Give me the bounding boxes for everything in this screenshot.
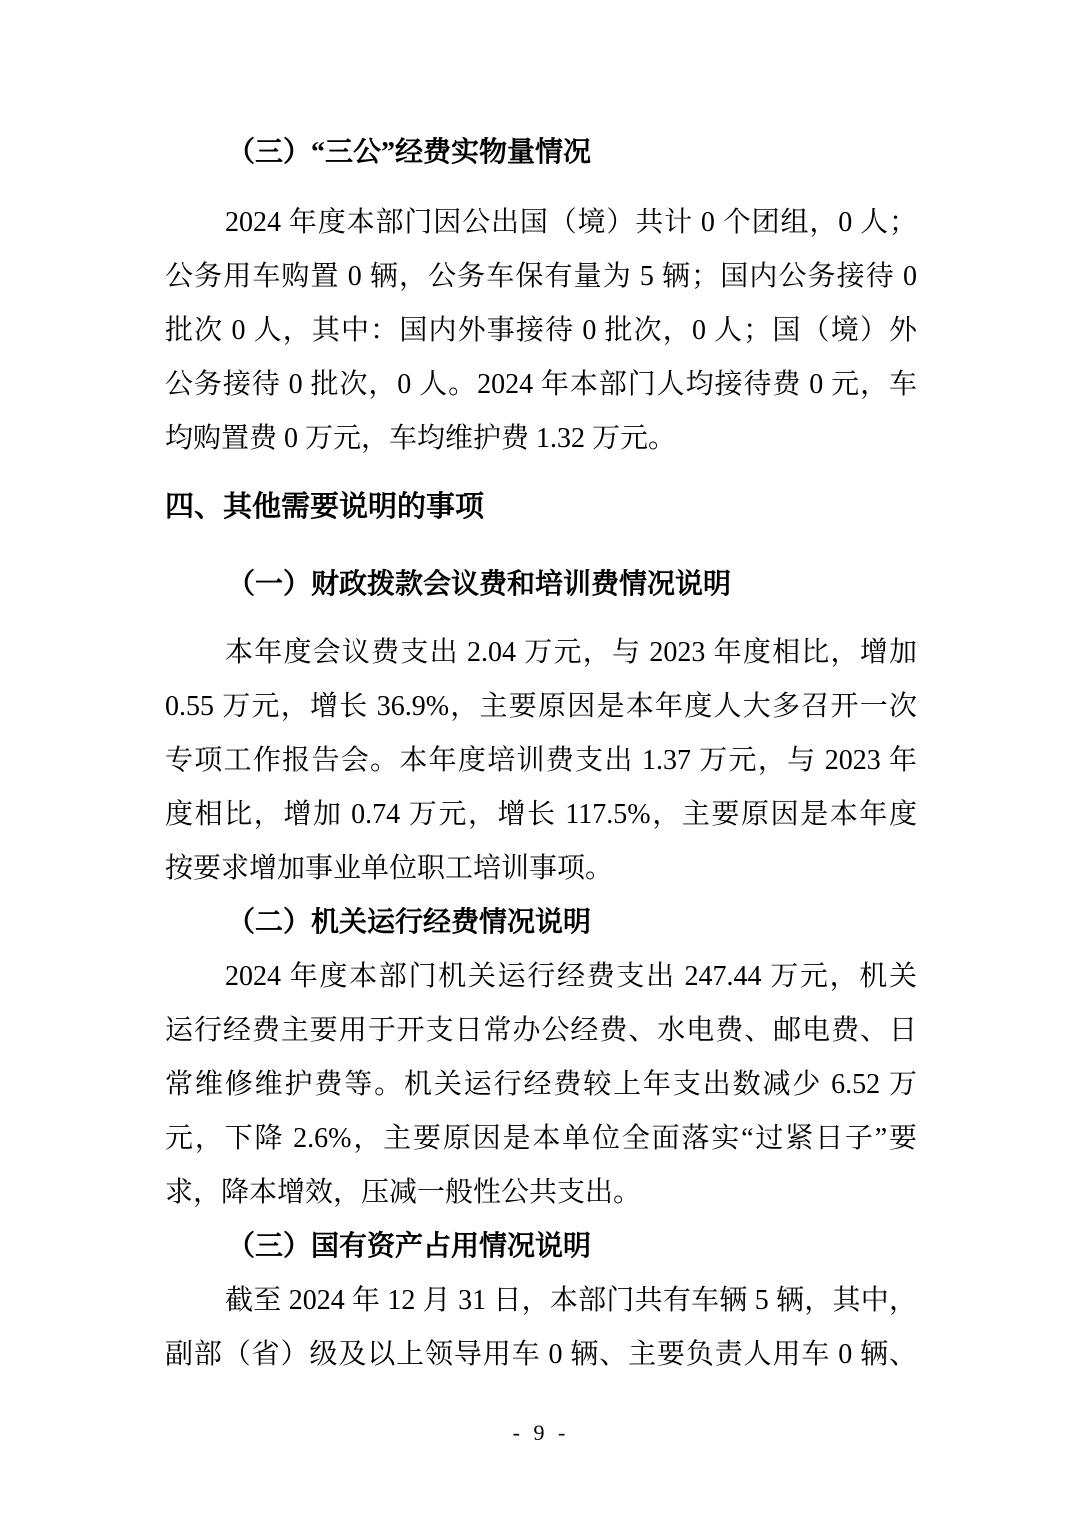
sub2-heading: （二）机关运行经费情况说明	[227, 907, 592, 938]
paragraph-line: 副部（省）级及以上领导用车 0 辆、主要负责人用车 0 辆、	[165, 1339, 917, 1370]
paragraph-line: 本年度会议费支出 2.04 万元，与 2023 年度相比，增加	[225, 637, 917, 668]
section3-heading: （三）“三公”经费实物量情况	[227, 137, 592, 168]
sub1-paragraph	[165, 626, 917, 896]
sub3-heading: （三）国有资产占用情况说明	[227, 1231, 592, 1262]
paragraph-line: 截至 2024 年 12 月 31 日，本部门共有车辆 5 辆，其中，	[225, 1285, 917, 1316]
paragraph-line: 运行经费主要用于开支日常办公经费、水电费、邮电费、日	[165, 1015, 917, 1046]
paragraph-line: 均购置费 0 万元，车均维护费 1.32 万元。	[165, 423, 677, 454]
sub2-paragraph	[165, 950, 917, 1220]
paragraph-line: 专项工作报告会。本年度培训费支出 1.37 万元，与 2023 年	[165, 745, 917, 776]
paragraph-line: 2024 年度本部门机关运行经费支出 247.44 万元，机关	[225, 961, 917, 992]
chapter4-heading: 四、其他需要说明的事项	[165, 491, 485, 523]
sub1-heading: （一）财政拨款会议费和培训费情况说明	[227, 569, 732, 600]
paragraph-line: 公务用车购置 0 辆，公务车保有量为 5 辆；国内公务接待 0	[165, 261, 917, 292]
page-number: - 9 -	[512, 1420, 570, 1445]
paragraph-line: 0.55 万元，增长 36.9%，主要原因是本年度人大多召开一次	[165, 691, 917, 722]
section3-paragraph	[165, 196, 917, 466]
sub3-paragraph	[165, 1274, 917, 1382]
paragraph-line: 求，降本增效，压减一般性公共支出。	[165, 1177, 642, 1208]
paragraph-line: 公务接待 0 批次，0 人。2024 年本部门人均接待费 0 元，车	[165, 369, 917, 400]
paragraph-line: 按要求增加事业单位职工培训事项。	[165, 853, 614, 884]
paragraph-line: 常维修维护费等。机关运行经费较上年支出数减少 6.52 万	[165, 1069, 917, 1100]
paragraph-line: 元，下降 2.6%，主要原因是本单位全面落实“过紧日子”要	[165, 1123, 917, 1154]
paragraph-line: 2024 年度本部门因公出国（境）共计 0 个团组，0 人；	[225, 207, 917, 238]
paragraph-line: 度相比，增加 0.74 万元，增长 117.5%，主要原因是本年度	[165, 799, 917, 830]
paragraph-line: 批次 0 人，其中：国内外事接待 0 批次，0 人；国（境）外	[165, 315, 917, 346]
